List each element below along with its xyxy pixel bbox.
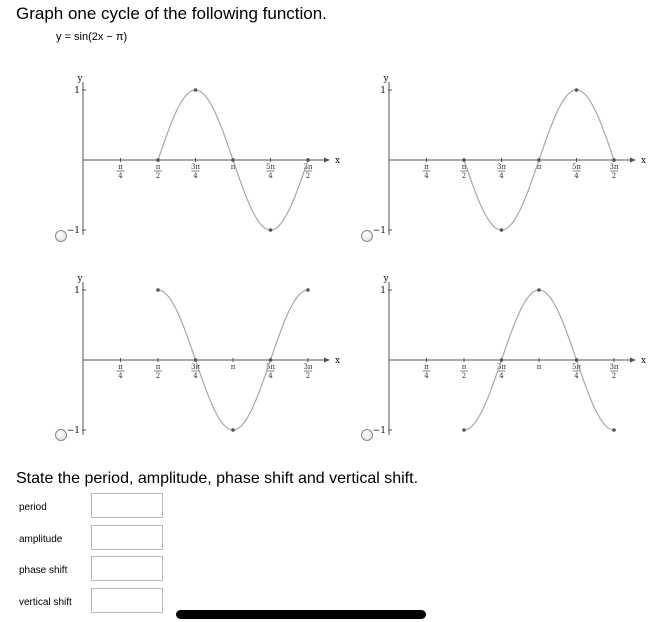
- y-min-label: −1: [372, 426, 386, 436]
- radio-option-c[interactable]: [55, 429, 67, 441]
- graph-option-b[interactable]: [360, 70, 660, 260]
- y-max-label: 1: [380, 86, 386, 96]
- period-label: period: [19, 502, 47, 513]
- key-point[interactable]: [194, 358, 198, 362]
- x-axis-arrow: [630, 158, 636, 163]
- x-tick-label-num: π: [536, 363, 542, 371]
- key-point[interactable]: [575, 88, 579, 92]
- function-expression: y = sin(2x − π): [56, 31, 128, 43]
- radio-option-b[interactable]: [361, 230, 373, 242]
- key-point[interactable]: [537, 158, 541, 162]
- x-tick-label-den: 2: [305, 372, 311, 380]
- key-point[interactable]: [231, 158, 235, 162]
- x-axis-arrow: [324, 358, 330, 363]
- x-axis-label: x: [335, 156, 341, 166]
- x-tick-label-den: 4: [268, 172, 273, 180]
- x-tick-label-num: π: [118, 163, 123, 171]
- x-tick-label-num: 3π: [303, 363, 313, 371]
- x-tick-label-den: 4: [118, 372, 123, 380]
- key-point[interactable]: [194, 88, 198, 92]
- x-tick-label-num: π: [424, 363, 429, 371]
- x-tick-label-num: π: [118, 363, 123, 371]
- x-tick-label-den: 4: [574, 372, 579, 380]
- x-axis-label: x: [335, 356, 341, 366]
- y-axis-label: y: [383, 74, 389, 84]
- y-min-label: −1: [372, 226, 386, 236]
- key-point[interactable]: [612, 428, 616, 432]
- key-point[interactable]: [500, 228, 504, 232]
- key-point[interactable]: [269, 228, 273, 232]
- x-tick-label-num: 3π: [496, 363, 507, 371]
- x-tick-label-den: 4: [193, 172, 198, 180]
- y-axis-label: y: [383, 274, 389, 284]
- x-tick-label-den: 2: [611, 372, 617, 380]
- key-point[interactable]: [306, 288, 310, 292]
- x-tick-label-den: 2: [155, 372, 161, 380]
- graph-option-a-plot: [54, 70, 354, 260]
- y-max-label: 1: [74, 286, 80, 296]
- period-input[interactable]: [91, 493, 163, 518]
- y-axis-label: y: [77, 74, 83, 84]
- page-title: Graph one cycle of the following function.: [16, 4, 327, 23]
- x-tick-label-num: π: [155, 363, 161, 371]
- x-tick-label-num: 5π: [571, 363, 582, 371]
- y-min-label: −1: [66, 226, 80, 236]
- x-tick-label-den: 2: [305, 172, 311, 180]
- x-tick-label-den: 4: [499, 172, 504, 180]
- x-tick-label-num: π: [424, 163, 429, 171]
- x-tick-label-num: 5π: [265, 163, 276, 171]
- key-point[interactable]: [462, 158, 466, 162]
- key-point[interactable]: [306, 158, 310, 162]
- key-point[interactable]: [500, 358, 504, 362]
- graph-option-c[interactable]: [54, 270, 354, 460]
- home-indicator: [176, 610, 426, 619]
- question-text: State the period, amplitude, phase shift and vertical shift.: [16, 470, 419, 487]
- y-max-label: 1: [380, 286, 386, 296]
- key-point[interactable]: [575, 358, 579, 362]
- x-tick-label-den: 4: [424, 172, 429, 180]
- amplitude-label: amplitude: [19, 534, 63, 545]
- x-tick-label-num: π: [230, 363, 236, 371]
- x-tick-label-num: 3π: [190, 163, 201, 171]
- y-axis-label: y: [77, 274, 83, 284]
- phase-shift-input[interactable]: [91, 556, 163, 581]
- radio-option-a[interactable]: [55, 230, 67, 242]
- graph-option-d[interactable]: [360, 270, 660, 460]
- y-min-label: −1: [66, 426, 80, 436]
- key-point[interactable]: [269, 358, 273, 362]
- key-point[interactable]: [156, 288, 160, 292]
- x-tick-label-den: 2: [461, 372, 467, 380]
- x-tick-label-num: π: [155, 163, 161, 171]
- x-tick-label-den: 4: [118, 172, 123, 180]
- x-tick-label-den: 2: [461, 172, 467, 180]
- x-tick-label-num: π: [230, 163, 236, 171]
- x-tick-label-num: 5π: [571, 163, 582, 171]
- x-tick-label-den: 4: [268, 372, 273, 380]
- graph-option-c-plot: [54, 270, 354, 460]
- x-tick-label-den: 2: [611, 172, 617, 180]
- x-axis-label: x: [641, 356, 647, 366]
- x-tick-label-num: 3π: [303, 163, 313, 171]
- x-tick-label-den: 4: [499, 372, 504, 380]
- x-tick-label-num: π: [461, 163, 467, 171]
- phase-shift-label: phase shift: [19, 565, 68, 576]
- x-tick-label-num: 3π: [496, 163, 507, 171]
- x-tick-label-den: 4: [424, 372, 429, 380]
- x-tick-label-num: π: [461, 363, 467, 371]
- graph-option-d-plot: [360, 270, 660, 460]
- key-point[interactable]: [612, 158, 616, 162]
- x-tick-label-den: 4: [574, 172, 579, 180]
- x-tick-label-den: 4: [193, 372, 198, 380]
- x-tick-label-num: 3π: [609, 163, 619, 171]
- key-point[interactable]: [156, 158, 160, 162]
- amplitude-input[interactable]: [91, 525, 163, 550]
- x-axis-arrow: [630, 358, 636, 363]
- x-tick-label-num: 5π: [265, 363, 276, 371]
- vertical-shift-input[interactable]: [91, 588, 163, 613]
- key-point[interactable]: [462, 428, 466, 432]
- x-tick-label-den: 2: [155, 172, 161, 180]
- radio-option-d[interactable]: [361, 429, 373, 441]
- x-tick-label-num: π: [536, 163, 542, 171]
- x-tick-label-num: 3π: [190, 363, 201, 371]
- y-max-label: 1: [74, 86, 80, 96]
- x-axis-label: x: [641, 156, 647, 166]
- key-point[interactable]: [537, 288, 541, 292]
- key-point[interactable]: [231, 428, 235, 432]
- x-tick-label-num: 3π: [609, 363, 619, 371]
- vertical-shift-label: vertical shift: [19, 597, 72, 608]
- graph-option-b-plot: [360, 70, 660, 260]
- x-axis-arrow: [324, 158, 330, 163]
- graph-option-a[interactable]: [54, 70, 354, 260]
